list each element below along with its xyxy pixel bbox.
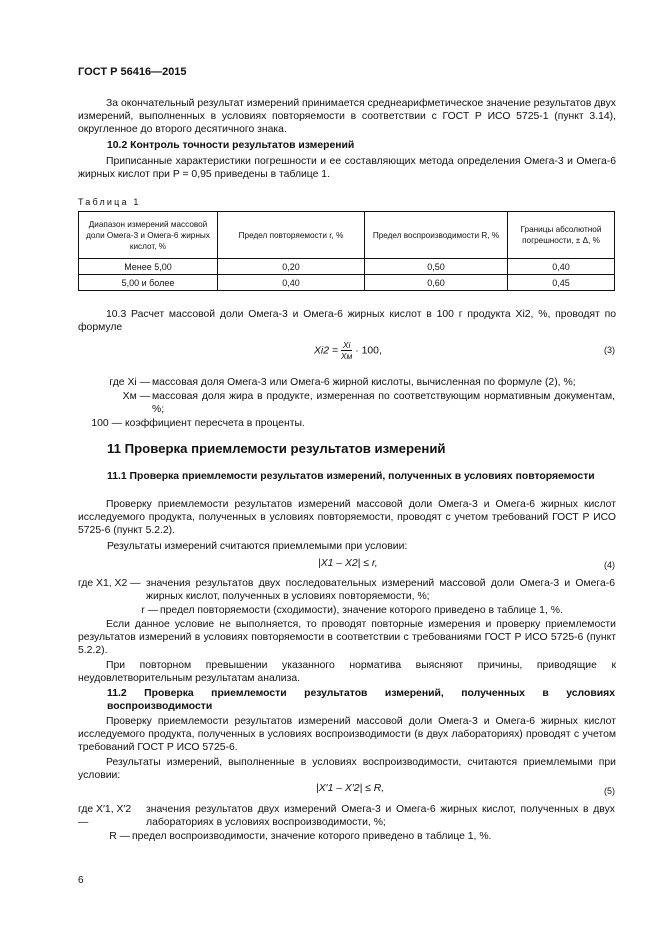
where-3-symbol: 100 —	[91, 418, 122, 429]
accuracy-table	[78, 211, 615, 291]
paragraph-final-result: За окончательный результат измерений принимается среднеарифметическое значение результатов двух измерений, выполненных в условиях повторяемости в соответствии с ГОСТ Р ИСО 5725-1 (пункт 3.14), округленное до второго десятичного знака.	[78, 98, 616, 136]
document-header: ГОСТ Р 56416—2015	[78, 66, 187, 78]
formula-3-fraction	[341, 340, 353, 361]
table-header-cell: Предел воспроизводимости R, %	[365, 212, 508, 259]
where-5-symbol: R —	[109, 831, 130, 842]
paragraph-reproducibility: Проверку приемлемости результатов измерений массовой доли Омега-3 и Омега-6 жирных кислот исследуемого продукта, полученных в условиях воспроизводимости (в двух лабораториях) проводят с учетом требований ГОСТ Р ИСО 5725-6.	[78, 716, 616, 754]
table-cell: 0,50	[365, 259, 508, 275]
page-number: 6	[78, 875, 84, 886]
formula-4: |X1 – X2| ≤ r,	[318, 558, 378, 569]
section-11-1-title: 11.1 Проверка приемлемости результатов измерений, полученных в условиях повторяемости	[107, 471, 595, 482]
where-3-text: массовая доля Омега-3 или Омега-6 жирной кислоты, вычисленная по формуле (2), %;	[152, 377, 576, 388]
where-3-symbol: Xм —	[122, 391, 150, 402]
formula-5-number: (5)	[604, 786, 615, 796]
section-10-2-title: 10.2 Контроль точности результатов измерений	[107, 140, 355, 151]
table-cell: 0,45	[508, 275, 615, 291]
where-4-symbol: где X1, X2 —	[78, 578, 141, 589]
paragraph-acceptance-condition: Результаты измерений считаются приемлемыми при условии:	[107, 541, 408, 552]
table-cell: 0,20	[218, 259, 365, 275]
table-header-row	[79, 212, 615, 259]
formula-5: |X′1 – X′2| ≤ R,	[316, 783, 385, 794]
where-3-text: массовая доля жира в продукте, измеренная по соответствующим нормативным документам, %;	[152, 391, 615, 416]
paragraph-repeatability: Проверку приемлемости результатов измерений массовой доли Омега-3 и Омега-6 жирных кислот исследуемого продукта, полученных в условиях повторяемости, проводят с учетом требований ГОСТ Р ИСО 5725-6 (пункт 5.2.2).	[78, 499, 616, 537]
where-3-text: коэффициент пересчета в проценты.	[125, 418, 305, 429]
where-4-text: значения результатов двух последовательных измерений массовой доли Омега-3 и Омега-6 жирных кислот, полученных в условиях повторяемости, %;	[146, 578, 615, 603]
table-cell: 0,60	[365, 275, 508, 291]
paragraph-characteristics: Приписанные характеристики погрешности и ее составляющих метода определения Омега-3 и Омега-6 жирных кислот при P = 0,95 приведены в таблице 1.	[78, 156, 616, 181]
table-header-cell: Диапазон измерений массовой доли Омега-3 и Омега-6 жирных кислот, %	[79, 212, 218, 259]
table-row	[79, 259, 615, 275]
table-cell: 5,00 и более	[79, 275, 218, 291]
table-caption: Таблица 1	[78, 197, 141, 207]
formula-3-lhs: Xi2 =	[314, 345, 338, 357]
formula-4-number: (4)	[604, 560, 615, 570]
table-header-cell: Границы абсолютной погрешности, ± Δ, %	[508, 212, 615, 259]
table-cell: Менее 5,00	[79, 259, 218, 275]
table-cell: 0,40	[508, 259, 615, 275]
where-4-symbol: r —	[141, 605, 158, 616]
section-11-2-title: 11.2 Проверка приемлемости результатов измерений, полученных в условиях воспроизводимости	[107, 688, 615, 713]
table-cell: 0,40	[218, 275, 365, 291]
formula-3-numerator: Xi	[342, 340, 351, 350]
paragraph-10-3: 10.3 Расчет массовой доли Омега-3 и Омега-6 жирных кислот в 100 г продукта Xi2, %, проводят по формуле	[78, 309, 616, 334]
where-4-text: предел повторяемости (сходимости), значение которого приведено в таблице 1, %.	[160, 605, 563, 616]
paragraph-repeat-measurements: Если данное условие не выполняется, то проводят повторные измерения и проверку приемлемости результатов измерений в условиях повторяемости в соответствии с требованиями ГОСТ Р ИСО 5725-6 (пункт 5.2.2).	[78, 619, 616, 657]
paragraph-reasons: При повторном превышении указанного норматива выясняют причины, приводящие к неудовлетворительным результатам анализа.	[78, 660, 616, 685]
formula-3-rhs: · 100,	[355, 345, 382, 357]
where-5-text: предел воспроизводимости, значение которого приведено в таблице 1, %.	[132, 831, 492, 842]
section-11-heading: 11 Проверка приемлемости результатов измерений	[107, 441, 446, 456]
where-5-symbol: где X′1, X′2 —	[78, 804, 132, 829]
table-header-cell: Предел повторяемости r, %	[218, 212, 365, 259]
formula-3	[314, 340, 382, 361]
formula-3-number: (3)	[604, 345, 615, 355]
paragraph-reproducibility-condition: Результаты измерений, выполненные в условиях воспроизводимости, считаются приемлемыми при условии:	[78, 757, 616, 782]
formula-3-denominator: Xм	[340, 351, 353, 361]
where-5-text: значения результатов двух измерений Омега-3 и Омега-6 жирных кислот, полученных в двух лабораториях в условиях воспроизводимости, %;	[146, 804, 615, 829]
where-3-symbol: где Xi —	[109, 377, 150, 388]
table-row	[79, 275, 615, 291]
